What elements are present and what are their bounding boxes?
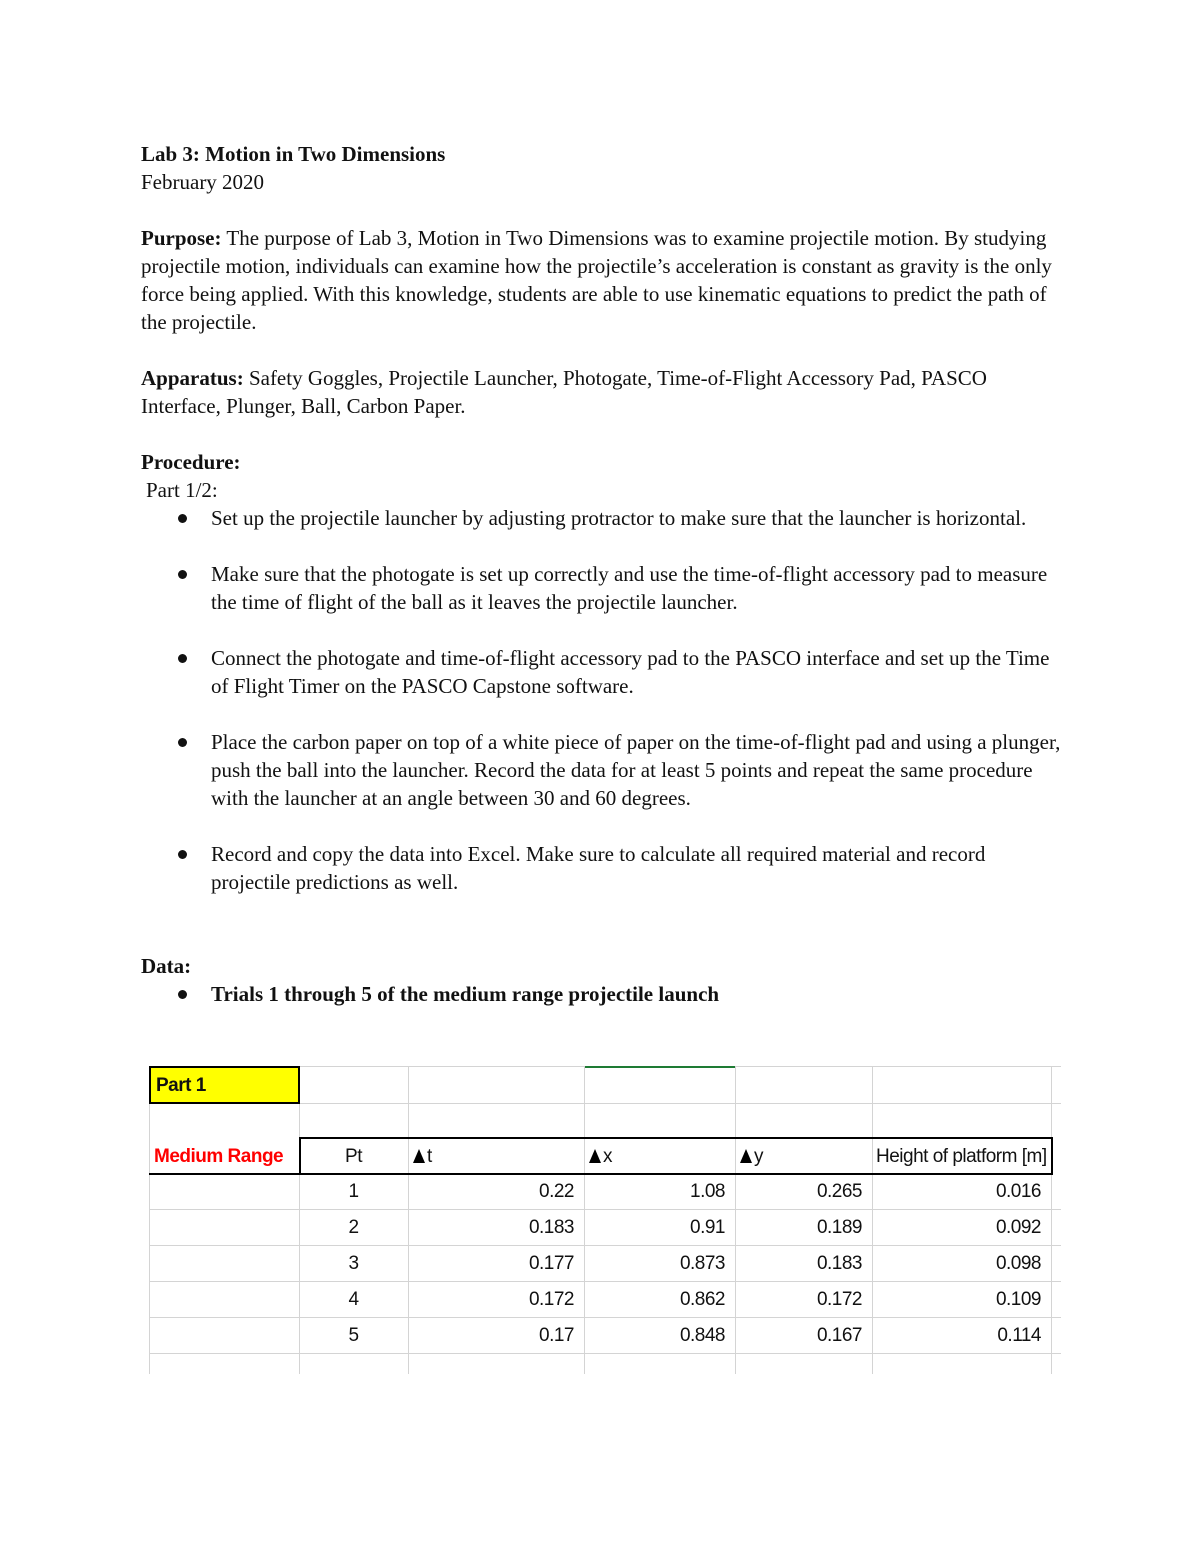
- table-cell: 0.177: [528, 1253, 574, 1274]
- table-cell: 2: [348, 1217, 359, 1238]
- delta-icon: [413, 1149, 425, 1163]
- apparatus-text: Safety Goggles, Projectile Launcher, Photogate, Time-of-Flight Accessory Pad, PASCO Interface, Plunger, Ball, Carbon Paper.: [141, 366, 987, 418]
- procedure-step: Connect the photogate and time-of-flight accessory pad to the PASCO interface and set up the Time of Flight Timer on the PASCO Capstone software.: [141, 644, 1061, 700]
- header-height: Height of platform [m]: [876, 1146, 1047, 1167]
- table-cell: 0.172: [816, 1289, 862, 1310]
- table-cell: 5: [348, 1325, 359, 1346]
- table-cell: 0.114: [997, 1325, 1041, 1346]
- apparatus-label: Apparatus:: [141, 366, 244, 390]
- header-delta-x: x: [589, 1139, 734, 1174]
- bullet-icon: [178, 514, 187, 523]
- table-cell: 0.016: [995, 1181, 1041, 1202]
- data-bullet: Trials 1 through 5 of the medium range projectile launch: [141, 980, 1061, 1008]
- table-cell: 1: [348, 1181, 359, 1202]
- table-cell: 0.22: [539, 1181, 574, 1202]
- table-cell: 3: [348, 1253, 359, 1274]
- active-cell-marker: [585, 1066, 735, 1068]
- purpose-label: Purpose:: [141, 226, 222, 250]
- table-cell: 0.098: [995, 1253, 1041, 1274]
- part-label-cell: Part 1: [149, 1066, 300, 1104]
- bullet-icon: [178, 990, 187, 999]
- procedure-label: Procedure:: [141, 450, 241, 474]
- table-cell: 0.17: [539, 1325, 574, 1346]
- procedure-steps: [141, 504, 1061, 896]
- table-cell: 0.265: [816, 1181, 862, 1202]
- delta-icon: [589, 1149, 601, 1163]
- table-cell: 0.172: [528, 1289, 574, 1310]
- part-label: Part 1/2:: [146, 478, 218, 502]
- range-label-cell: Medium Range: [154, 1146, 284, 1167]
- table-cell: 4: [348, 1289, 359, 1310]
- procedure-step: Record and copy the data into Excel. Make sure to calculate all required material and record projectile predictions as well.: [141, 840, 1061, 896]
- table-cell: 0.167: [816, 1325, 862, 1346]
- purpose-section: [141, 224, 1061, 336]
- header-delta-y: y: [740, 1139, 871, 1174]
- header-delta-t: t: [413, 1139, 583, 1174]
- purpose-text: The purpose of Lab 3, Motion in Two Dimensions was to examine projectile motion. By studying projectile motion, individuals can examine how the projectile’s acceleration is constant as gravity is the only force being applied. With this knowledge, students are able to use kinematic equations to predict the path of the projectile.: [141, 226, 1052, 334]
- table-cell: 0.91: [690, 1217, 725, 1238]
- table-cell: 0.848: [679, 1325, 725, 1346]
- table-cell: 1.08: [690, 1181, 725, 1202]
- table-cell: 0.092: [995, 1217, 1041, 1238]
- bullet-icon: [178, 850, 187, 859]
- procedure-step: Make sure that the photogate is set up correctly and use the time-of-flight accessory pad to measure the time of flight of the ball as it leaves the projectile launcher.: [141, 560, 1061, 616]
- document-date: February 2020: [141, 170, 265, 194]
- table-cell: 0.183: [816, 1253, 862, 1274]
- table-cell: 0.109: [995, 1289, 1041, 1310]
- procedure-step: Set up the projectile launcher by adjusting protractor to make sure that the launcher is horizontal.: [141, 504, 1061, 532]
- table-cell: 0.189: [816, 1217, 862, 1238]
- procedure-step: Place the carbon paper on top of a white piece of paper on the time-of-flight pad and using a plunger, push the ball into the launcher. Record the data for at least 5 points and repeat the same procedure with the launcher at an angle between 30 and 60 degrees.: [141, 728, 1061, 812]
- bullet-icon: [178, 738, 187, 747]
- table-cell: 0.873: [679, 1253, 725, 1274]
- bullet-icon: [178, 570, 187, 579]
- spreadsheet-table: [149, 1066, 1061, 1374]
- document-title: Lab 3: Motion in Two Dimensions: [141, 142, 446, 166]
- data-label: Data:: [141, 954, 192, 978]
- apparatus-section: [141, 364, 1061, 420]
- delta-icon: [740, 1149, 752, 1163]
- document-body: [141, 140, 1061, 1008]
- bullet-icon: [178, 654, 187, 663]
- header-pt: Pt: [345, 1146, 362, 1167]
- table-cell: 0.183: [528, 1217, 574, 1238]
- table-cell: 0.862: [679, 1289, 725, 1310]
